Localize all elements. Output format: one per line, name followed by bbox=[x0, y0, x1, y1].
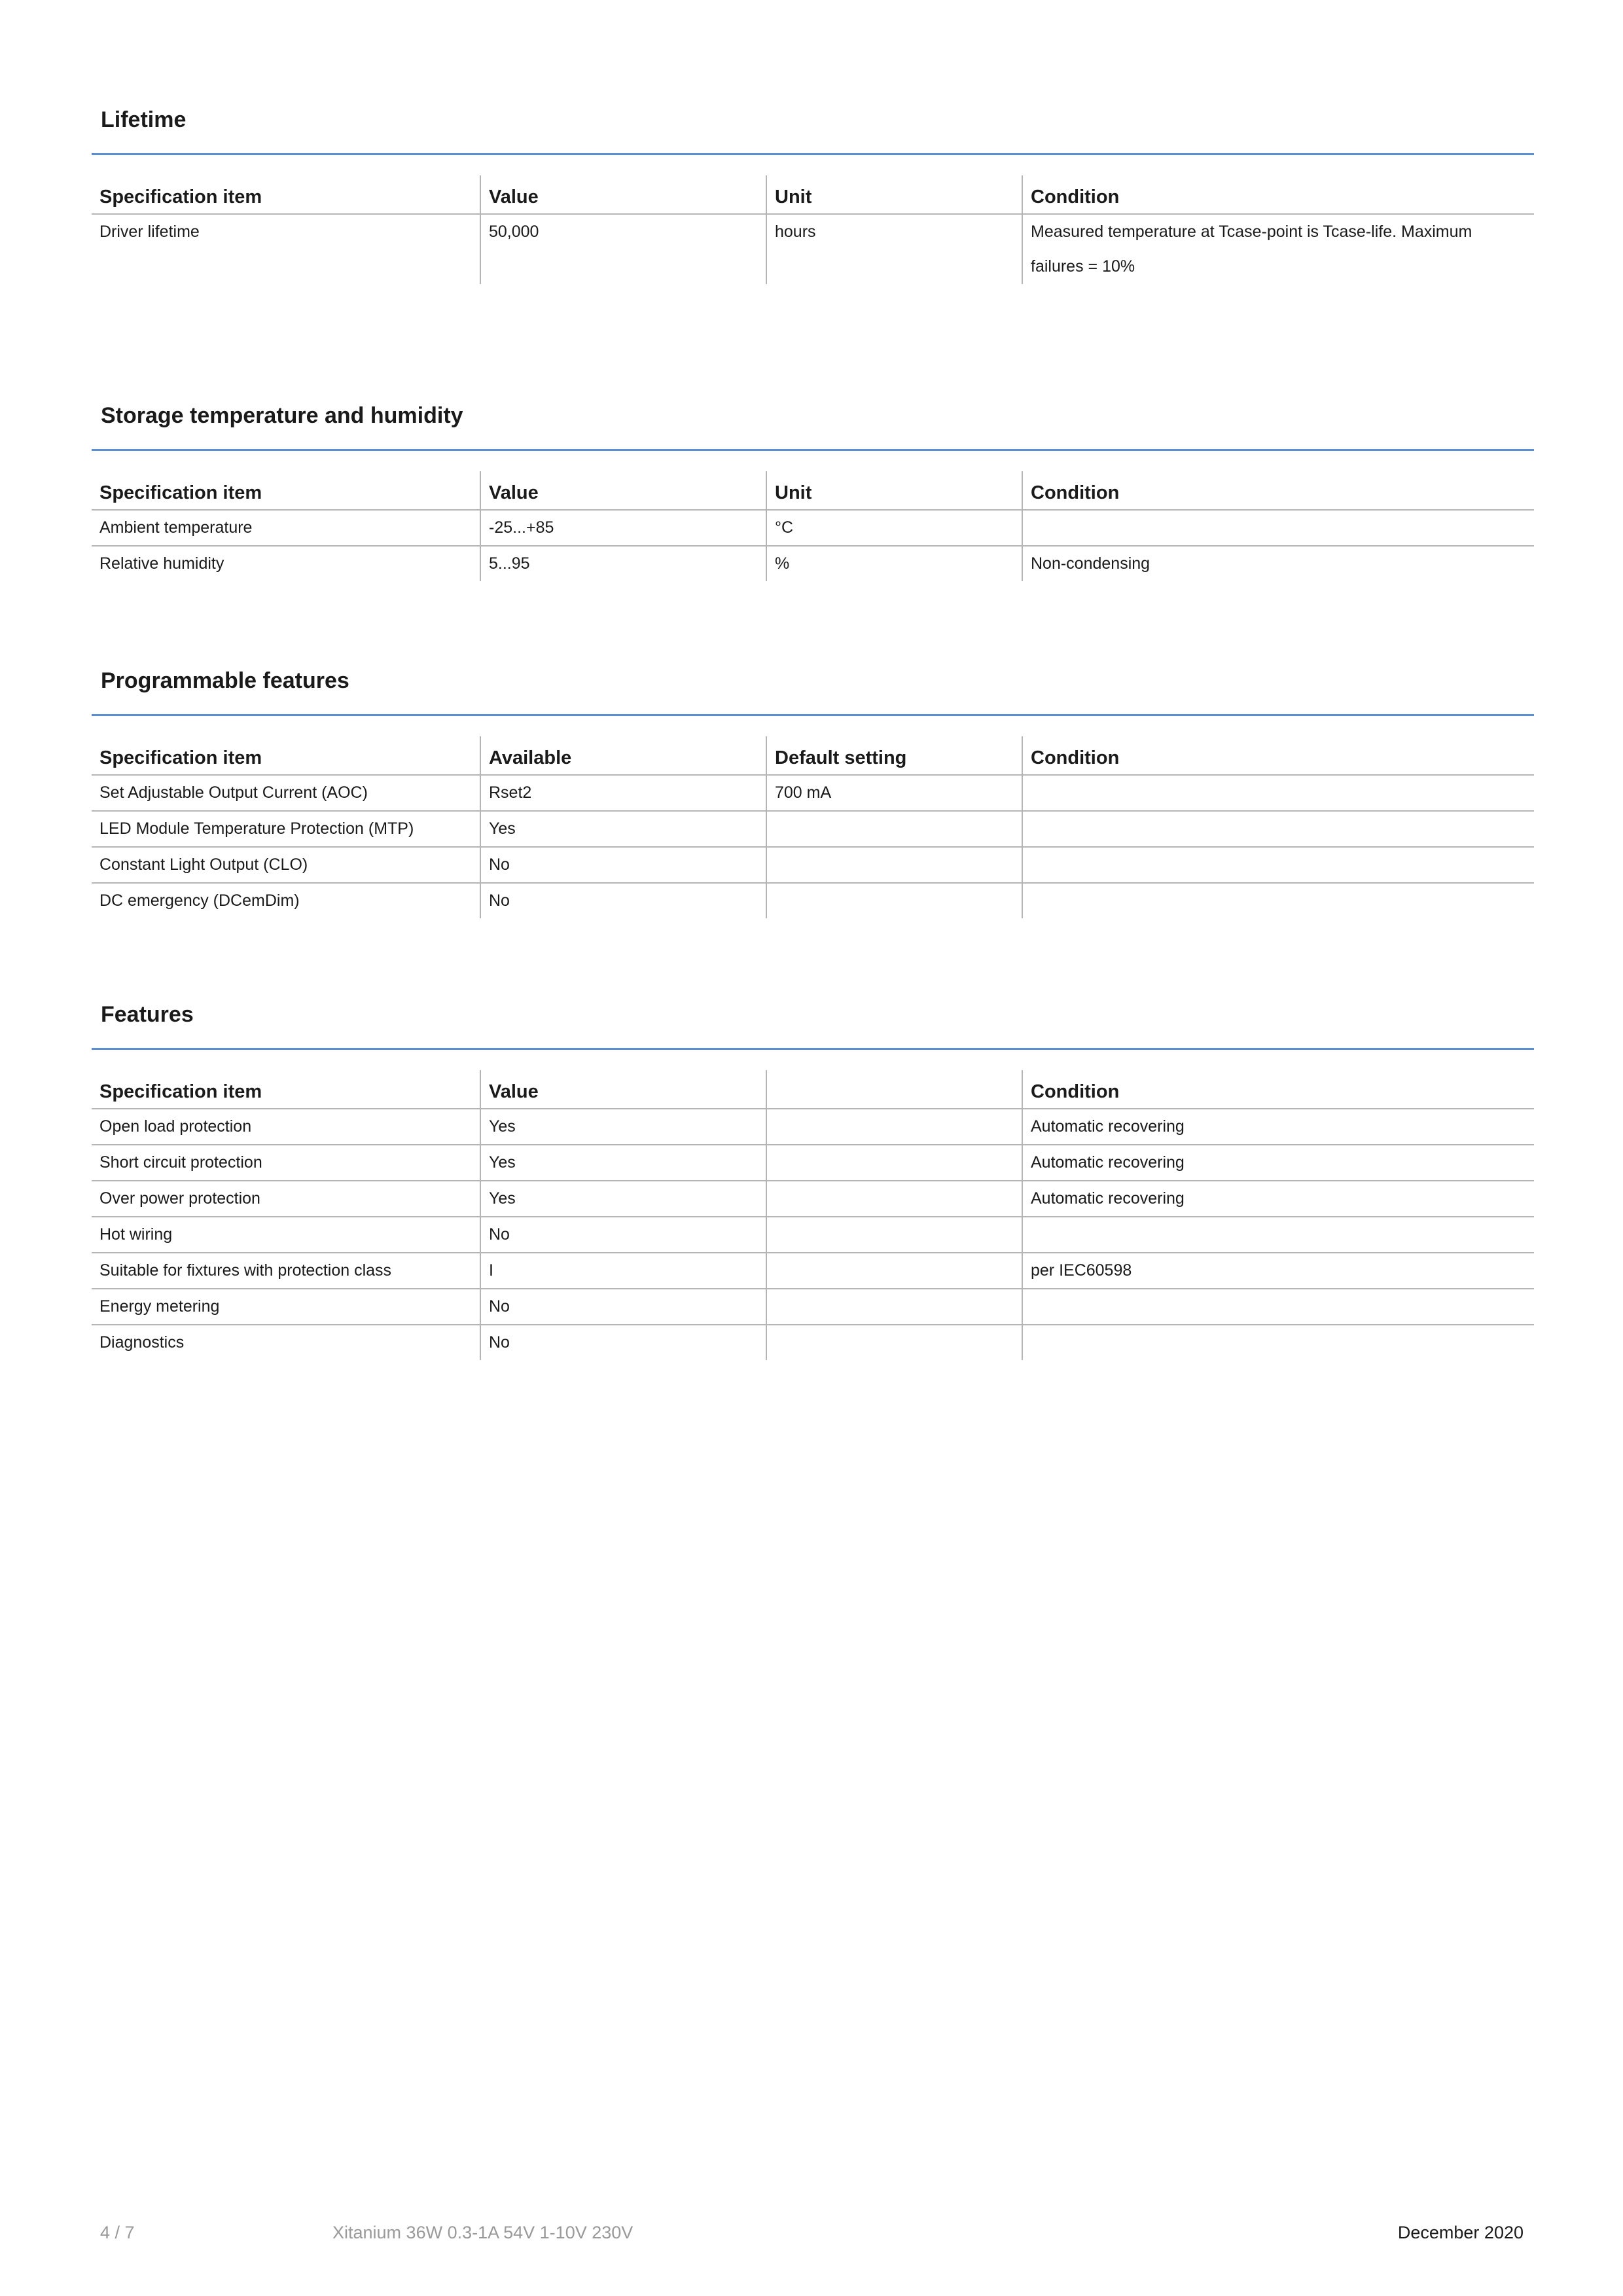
table-cell: Measured temperature at Tcase-point is Tcase-life. Maximum failures = 10% bbox=[1022, 214, 1534, 284]
table-cell: -25...+85 bbox=[480, 510, 766, 546]
table-cell bbox=[1022, 510, 1534, 546]
table-cell bbox=[766, 1253, 1022, 1289]
table-cell: Yes bbox=[480, 1145, 766, 1181]
section-divider bbox=[92, 449, 1534, 451]
table-row bbox=[92, 1253, 1534, 1289]
table-cell: No bbox=[480, 1325, 766, 1360]
table-cell: No bbox=[480, 1217, 766, 1253]
table-cell bbox=[1022, 847, 1534, 883]
table-cell: Ambient temperature bbox=[92, 510, 480, 546]
column-header: Available bbox=[480, 736, 766, 775]
table-cell: I bbox=[480, 1253, 766, 1289]
column-header: Condition bbox=[1022, 1070, 1534, 1109]
footer-page-number: 4 / 7 bbox=[100, 2223, 135, 2242]
table-cell: 50,000 bbox=[480, 214, 766, 284]
table-cell: Constant Light Output (CLO) bbox=[92, 847, 480, 883]
column-header: Specification item bbox=[92, 471, 480, 510]
column-header: Condition bbox=[1022, 471, 1534, 510]
table-row bbox=[92, 1217, 1534, 1253]
column-header: Condition bbox=[1022, 736, 1534, 775]
table-cell: % bbox=[766, 546, 1022, 581]
table-cell bbox=[766, 1217, 1022, 1253]
table-cell bbox=[1022, 811, 1534, 847]
table-cell: Automatic recovering bbox=[1022, 1181, 1534, 1217]
table-header-row bbox=[92, 736, 1534, 775]
table-cell bbox=[766, 811, 1022, 847]
table-cell bbox=[766, 1109, 1022, 1145]
section-title: Storage temperature and humidity bbox=[101, 403, 463, 428]
table-cell: DC emergency (DCemDim) bbox=[99, 891, 300, 910]
table-row bbox=[92, 546, 1534, 581]
table-cell: Over power protection bbox=[92, 1181, 480, 1217]
column-header: Value bbox=[480, 1070, 766, 1109]
column-header bbox=[766, 1070, 1022, 1109]
table-cell bbox=[1022, 1217, 1534, 1253]
column-header: Specification item bbox=[92, 736, 480, 775]
table-cell: Diagnostics bbox=[99, 1333, 185, 1352]
section-divider bbox=[92, 1048, 1534, 1050]
table-cell bbox=[1022, 775, 1534, 811]
table-cell: Non-condensing bbox=[1022, 546, 1534, 581]
table-cell: 5...95 bbox=[480, 546, 766, 581]
column-header: Default setting bbox=[766, 736, 1022, 775]
table-header-row bbox=[92, 471, 1534, 510]
spec-table-features bbox=[92, 1070, 1534, 1360]
table-row bbox=[92, 1289, 1534, 1325]
section-title: Features bbox=[101, 1002, 194, 1027]
table-cell: per IEC60598 bbox=[1022, 1253, 1534, 1289]
spec-table-storage bbox=[92, 471, 1534, 581]
table-row bbox=[92, 847, 1534, 883]
table-cell: Automatic recovering bbox=[1022, 1145, 1534, 1181]
table-cell: Yes bbox=[480, 1109, 766, 1145]
column-header: Value bbox=[480, 471, 766, 510]
table-cell: No bbox=[480, 847, 766, 883]
table-cell bbox=[766, 883, 1022, 918]
table-cell bbox=[766, 1289, 1022, 1325]
table-row bbox=[92, 214, 1534, 284]
footer-product-name: Xitanium 36W 0.3-1A 54V 1-10V 230V bbox=[332, 2223, 633, 2242]
table-cell: Automatic recovering bbox=[1022, 1109, 1534, 1145]
spec-table-lifetime bbox=[92, 175, 1534, 284]
table-cell: Driver lifetime bbox=[99, 223, 200, 241]
table-cell: Set Adjustable Output Current (AOC) bbox=[92, 775, 480, 811]
table-cell bbox=[766, 1325, 1022, 1360]
column-header: Unit bbox=[766, 175, 1022, 214]
table-cell: No bbox=[480, 883, 766, 918]
table-cell: Hot wiring bbox=[92, 1217, 480, 1253]
table-row bbox=[92, 1145, 1534, 1181]
table-header-row bbox=[92, 1070, 1534, 1109]
table-cell: Open load protection bbox=[92, 1109, 480, 1145]
column-header: Unit bbox=[766, 471, 1022, 510]
table-cell: LED Module Temperature Protection (MTP) bbox=[92, 811, 480, 847]
table-row bbox=[92, 775, 1534, 811]
table-cell bbox=[766, 1181, 1022, 1217]
table-cell: Short circuit protection bbox=[92, 1145, 480, 1181]
table-cell: Yes bbox=[480, 811, 766, 847]
section-title: Lifetime bbox=[101, 107, 187, 132]
table-row bbox=[92, 1325, 1534, 1360]
table-cell bbox=[1022, 1325, 1534, 1360]
column-header: Specification item bbox=[92, 175, 480, 214]
section-title: Programmable features bbox=[101, 668, 349, 693]
table-header-row bbox=[92, 175, 1534, 214]
table-cell: Relative humidity bbox=[99, 554, 224, 573]
column-header: Condition bbox=[1022, 175, 1534, 214]
section-divider bbox=[92, 153, 1534, 155]
table-row bbox=[92, 811, 1534, 847]
table-cell: Suitable for fixtures with protection class bbox=[92, 1253, 480, 1289]
column-header: Value bbox=[480, 175, 766, 214]
table-cell bbox=[1022, 883, 1534, 918]
section-divider bbox=[92, 714, 1534, 716]
table-cell: Yes bbox=[480, 1181, 766, 1217]
table-cell: °C bbox=[766, 510, 1022, 546]
table-row bbox=[92, 1181, 1534, 1217]
table-row bbox=[92, 1109, 1534, 1145]
footer-date: December 2020 bbox=[1397, 2223, 1524, 2242]
spec-table-programmable bbox=[92, 736, 1534, 918]
table-row bbox=[92, 510, 1534, 546]
table-cell: hours bbox=[766, 214, 1022, 284]
table-row bbox=[92, 883, 1534, 918]
table-cell: Energy metering bbox=[92, 1289, 480, 1325]
table-cell bbox=[766, 847, 1022, 883]
table-cell bbox=[766, 1145, 1022, 1181]
table-cell: 700 mA bbox=[766, 775, 1022, 811]
column-header: Specification item bbox=[92, 1070, 480, 1109]
table-cell: No bbox=[480, 1289, 766, 1325]
table-cell bbox=[1022, 1289, 1534, 1325]
table-cell: Rset2 bbox=[480, 775, 766, 811]
